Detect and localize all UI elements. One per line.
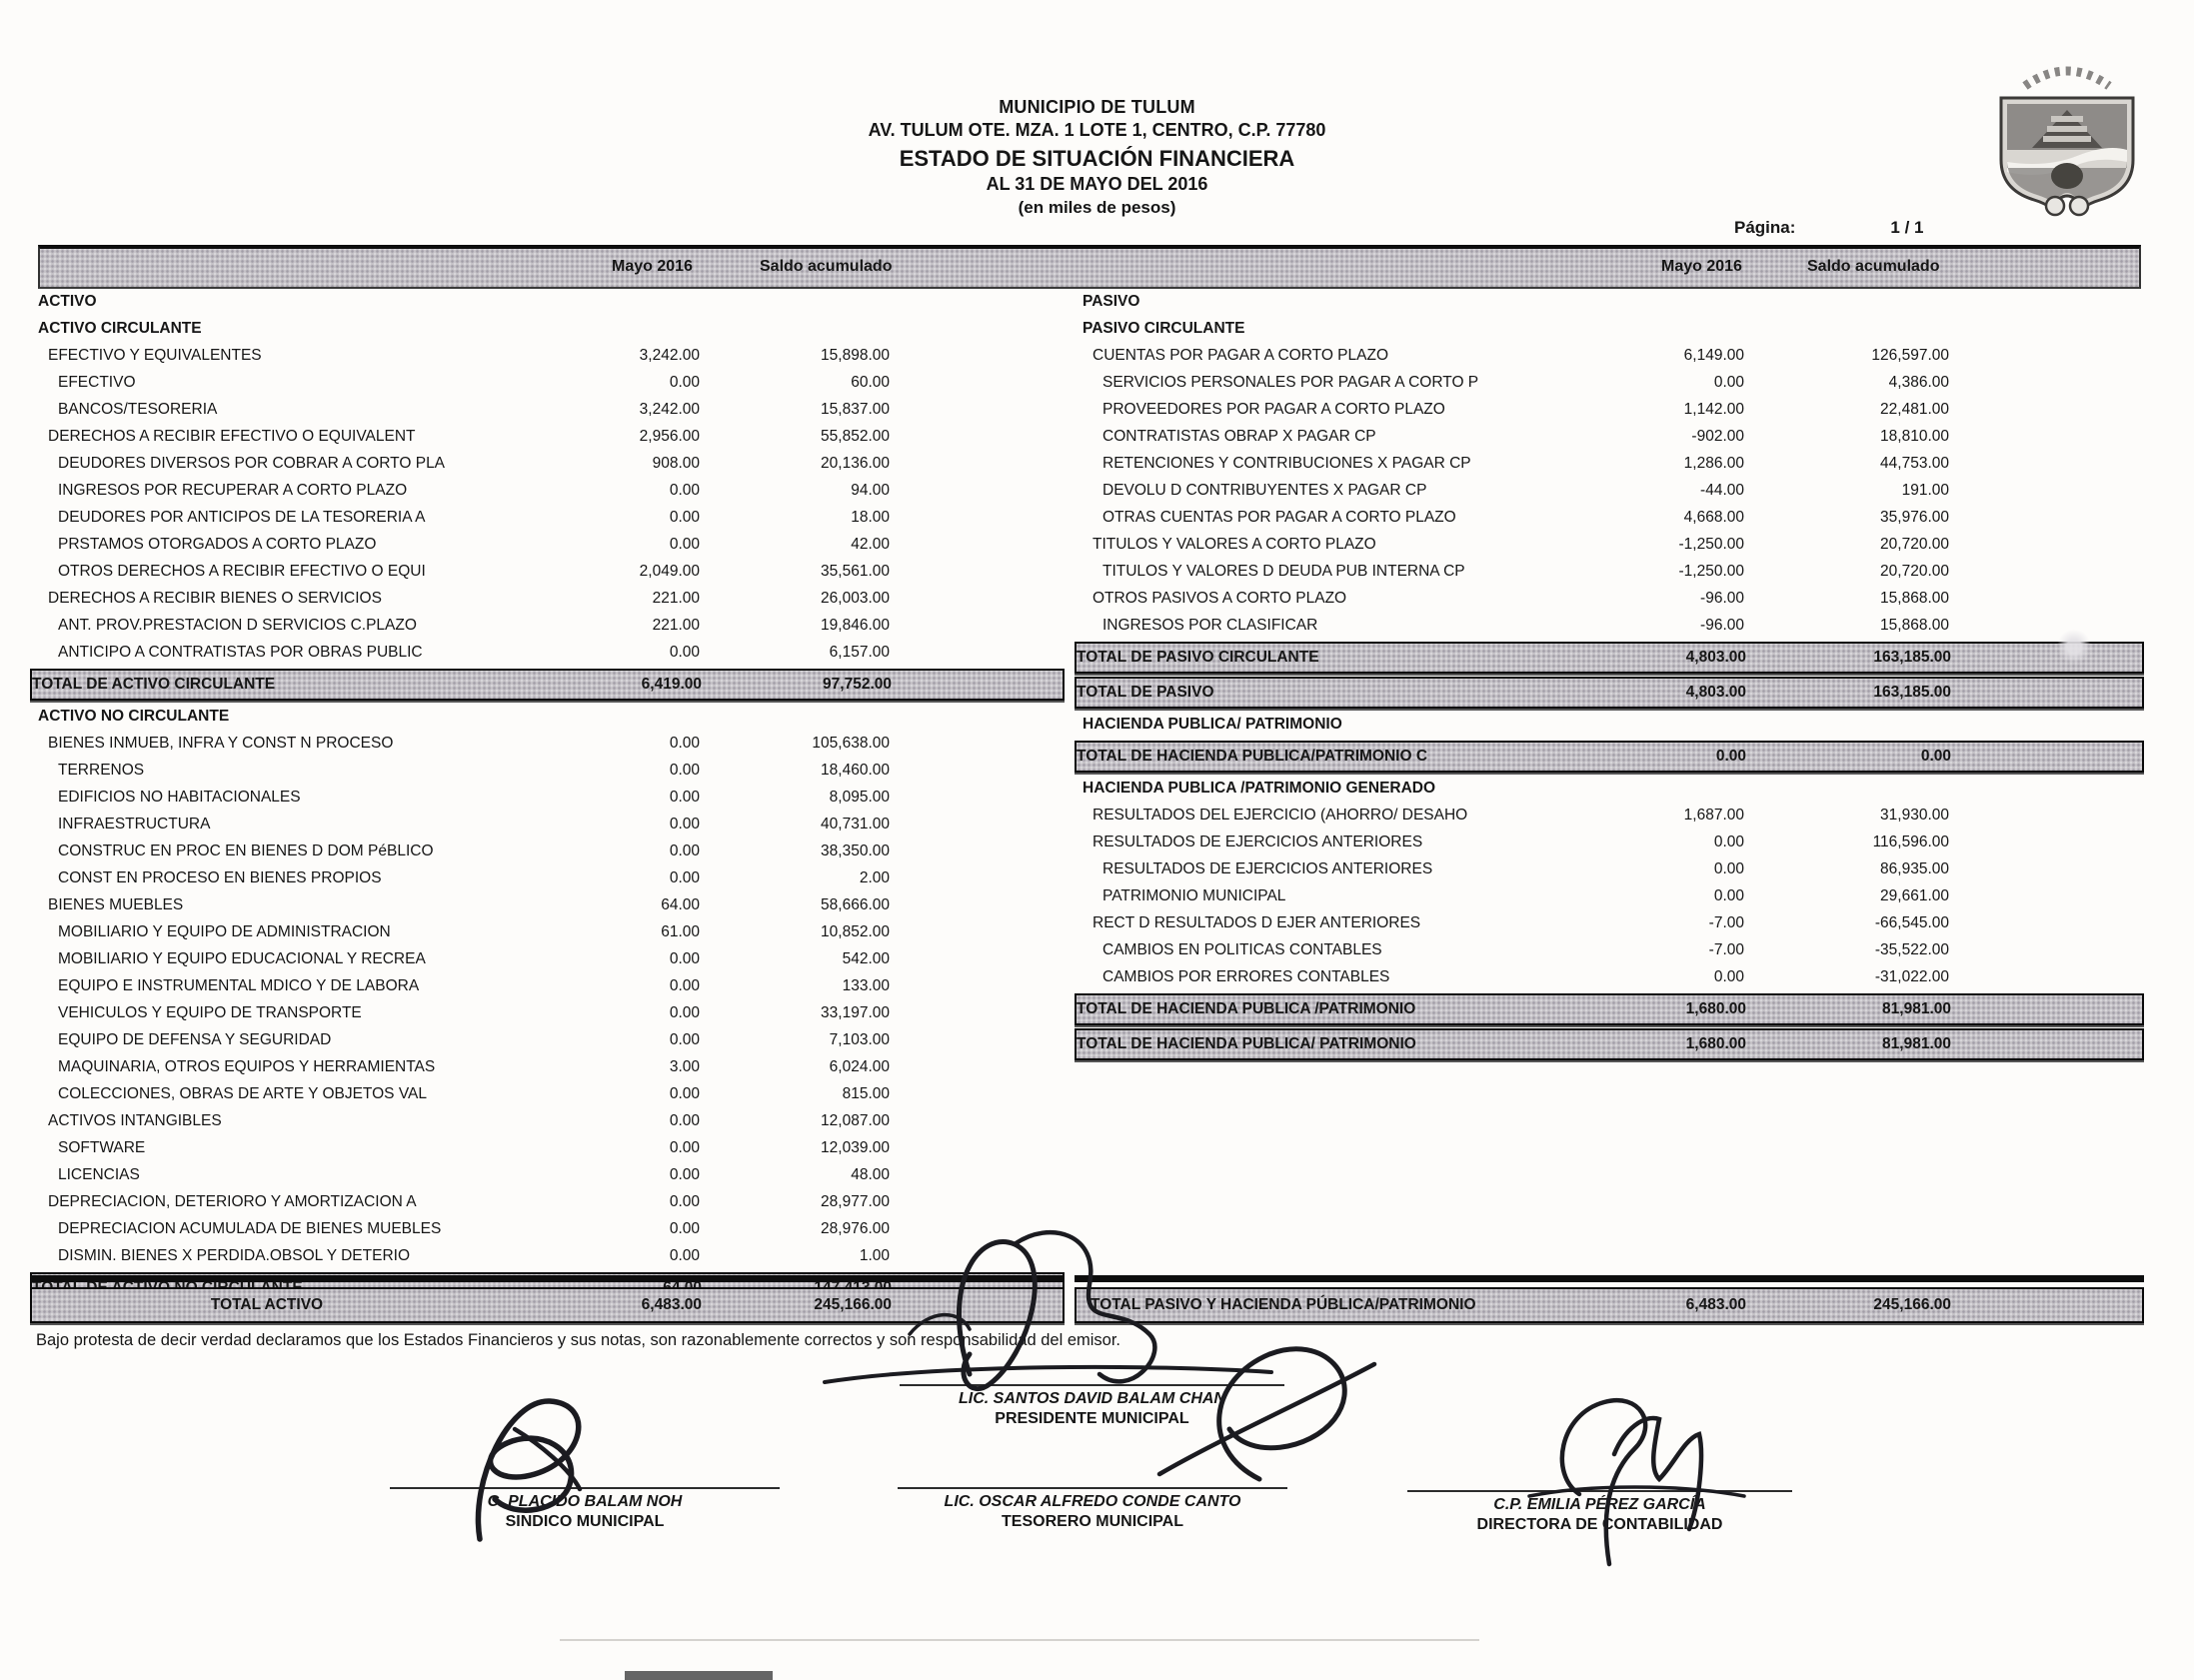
row-label: CONST EN PROCESO EN BIENES PROPIOS	[58, 868, 382, 886]
row-label: PRSTAMOS OTORGADOS A CORTO PLAZO	[58, 535, 377, 553]
row-value-saldo: 12,087.00	[821, 1111, 890, 1129]
row-value-mayo: 0.00	[669, 734, 700, 752]
row-value-saldo: 38,350.00	[821, 841, 890, 859]
row-label: OTRAS CUENTAS POR PAGAR A CORTO PLAZO	[1102, 508, 1456, 526]
row-label: TITULOS Y VALORES D DEUDA PUB INTERNA CP	[1102, 562, 1465, 580]
row-label: TOTAL DE HACIENDA PUBLICA/ PATRIMONIO	[1077, 1035, 1416, 1052]
row-label: DEVOLU D CONTRIBUYENTES X PAGAR CP	[1102, 481, 1427, 499]
table-row	[30, 945, 1065, 972]
row-label: RESULTADOS DE EJERCICIOS ANTERIORES	[1093, 833, 1423, 850]
row-label: TOTAL DE ACTIVO CIRCULANTE	[32, 676, 276, 693]
table-row	[30, 1053, 1065, 1080]
signature-block-directora	[1407, 1490, 1792, 1535]
row-value-saldo: 191.00	[1901, 481, 1949, 499]
row-value-saldo: 20,720.00	[1880, 562, 1949, 580]
row-value-mayo: 0.00	[669, 1219, 700, 1237]
table-row	[30, 342, 1065, 369]
row-value-mayo: -1,250.00	[1678, 535, 1744, 553]
row-label: DEPRECIACION ACUMULADA DE BIENES MUEBLES	[58, 1219, 442, 1237]
row-value-mayo: 64.00	[661, 895, 700, 913]
row-value-mayo: 1,142.00	[1683, 400, 1744, 418]
table-row	[1075, 585, 2144, 612]
signature-line	[390, 1487, 780, 1489]
grand-total-saldo: 245,166.00	[814, 1296, 892, 1313]
row-label: OTROS DERECHOS A RECIBIR EFECTIVO O EQUI	[58, 562, 426, 580]
scan-artifact-circle	[2057, 630, 2091, 664]
table-row	[30, 730, 1065, 757]
table-row	[30, 1026, 1065, 1053]
row-label: TOTAL DE PASIVO	[1077, 684, 1214, 701]
table-row	[30, 585, 1065, 612]
row-value-saldo: 48.00	[851, 1165, 890, 1183]
row-value-saldo: 2.00	[859, 868, 890, 886]
table-row	[1075, 531, 2144, 558]
table-row	[30, 811, 1065, 838]
table-row	[30, 838, 1065, 864]
document-header	[0, 96, 2194, 219]
signature-block-tesorero	[898, 1487, 1287, 1532]
row-label: DERECHOS A RECIBIR BIENES O SERVICIOS	[48, 589, 382, 607]
row-value-mayo: 0.00	[669, 841, 700, 859]
row-label: RESULTADOS DE EJERCICIOS ANTERIORES	[1102, 859, 1433, 877]
row-value-saldo: 116,596.00	[1872, 833, 1949, 850]
row-label: DEUDORES POR ANTICIPOS DE LA TESORERIA A	[58, 508, 426, 526]
row-value-mayo: 4,668.00	[1683, 508, 1744, 526]
signatory-title: DIRECTORA DE CONTABILIDAD	[1476, 1516, 1723, 1533]
row-value-mayo: 0.00	[669, 788, 700, 806]
row-label: TOTAL DE HACIENDA PUBLICA /PATRIMONIO	[1077, 1000, 1416, 1017]
table-row	[30, 504, 1065, 531]
row-value-saldo: 8,095.00	[829, 788, 890, 806]
row-label: RESULTADOS DEL EJERCICIO (AHORRO/ DESAHO	[1093, 806, 1468, 824]
row-value-saldo: 20,720.00	[1880, 535, 1949, 553]
row-label: INGRESOS POR CLASIFICAR	[1102, 616, 1318, 634]
row-value-saldo: -35,522.00	[1874, 940, 1949, 958]
activo-table	[30, 288, 1065, 1306]
row-label: OTROS PASIVOS A CORTO PLAZO	[1093, 589, 1347, 607]
col-saldo-left: Saldo acumulado	[760, 258, 893, 275]
row-label: RECT D RESULTADOS D EJER ANTERIORES	[1093, 913, 1421, 931]
row-label: INFRAESTRUCTURA	[58, 815, 211, 833]
row-label: SERVICIOS PERSONALES POR PAGAR A CORTO P	[1102, 373, 1479, 391]
row-value-mayo: 908.00	[652, 454, 700, 472]
table-row	[30, 1134, 1065, 1161]
row-value-mayo: 221.00	[652, 589, 700, 607]
row-label: HACIENDA PUBLICA/ PATRIMONIO	[1083, 715, 1342, 733]
signatory-name: LIC. OSCAR ALFREDO CONDE CANTO	[944, 1493, 1241, 1510]
row-value-mayo: 0.00	[669, 643, 700, 661]
table-row	[30, 396, 1065, 423]
row-value-mayo: 6,419.00	[641, 676, 702, 693]
row-label: PROVEEDORES POR PAGAR A CORTO PLAZO	[1102, 400, 1445, 418]
row-label: CAMBIOS POR ERRORES CONTABLES	[1102, 967, 1390, 985]
table-row	[1075, 450, 2144, 477]
row-value-saldo: 6,157.00	[829, 643, 890, 661]
row-value-mayo: 0.00	[1713, 859, 1744, 877]
row-value-saldo: 28,976.00	[821, 1219, 890, 1237]
signatory-name: C. PLACIDO BALAM NOH	[487, 1493, 683, 1510]
row-value-saldo: 55,852.00	[821, 427, 890, 445]
column-header-bar	[38, 245, 2141, 289]
table-row	[1075, 477, 2144, 504]
table-row	[1075, 504, 2144, 531]
row-value-saldo: 97,752.00	[823, 676, 892, 693]
row-label: DISMIN. BIENES X PERDIDA.OBSOL Y DETERIO	[58, 1246, 410, 1264]
row-label: DERECHOS A RECIBIR EFECTIVO O EQUIVALENT	[48, 427, 416, 445]
row-value-saldo: 35,976.00	[1880, 508, 1949, 526]
row-value-saldo: 7,103.00	[829, 1030, 890, 1048]
row-value-saldo: 18,810.00	[1880, 427, 1949, 445]
row-label: DEUDORES DIVERSOS POR COBRAR A CORTO PLA	[58, 454, 446, 472]
section-row	[1075, 315, 2144, 342]
row-label: TOTAL DE HACIENDA PUBLICA/PATRIMONIO C	[1077, 748, 1428, 765]
row-value-saldo: 22,481.00	[1880, 400, 1949, 418]
row-value-mayo: 0.00	[669, 508, 700, 526]
grand-total-mayo: 6,483.00	[1685, 1296, 1746, 1313]
row-value-mayo: 1,687.00	[1683, 806, 1744, 824]
total-row	[1075, 677, 2144, 709]
row-value-mayo: 6,149.00	[1683, 346, 1744, 364]
table-row	[30, 477, 1065, 504]
table-row	[30, 972, 1065, 999]
col-saldo-right: Saldo acumulado	[1807, 258, 1940, 275]
row-value-mayo: 4,803.00	[1685, 649, 1746, 666]
row-value-saldo: 15,837.00	[821, 400, 890, 418]
row-value-mayo: 0.00	[669, 1165, 700, 1183]
page-label: Página:	[1734, 218, 1796, 237]
municipality-address: AV. TULUM OTE. MZA. 1 LOTE 1, CENTRO, C.P. 77780	[868, 120, 1326, 141]
row-value-mayo: 0.00	[1713, 373, 1744, 391]
table-row	[1075, 558, 2144, 585]
row-value-mayo: 1,286.00	[1683, 454, 1744, 472]
row-value-mayo: 2,049.00	[639, 562, 700, 580]
grand-total-mayo: 6,483.00	[641, 1296, 702, 1313]
row-value-saldo: 0.00	[1920, 748, 1951, 765]
table-row	[30, 1215, 1065, 1242]
row-value-mayo: 61.00	[661, 922, 700, 940]
table-row	[30, 1242, 1065, 1269]
row-value-saldo: 86,935.00	[1880, 859, 1949, 877]
row-label: HACIENDA PUBLICA /PATRIMONIO GENERADO	[1083, 779, 1436, 797]
page-number	[1734, 218, 1924, 238]
row-value-mayo: 0.00	[669, 949, 700, 967]
table-row	[30, 1161, 1065, 1188]
table-row	[1075, 909, 2144, 936]
row-value-saldo: 42.00	[851, 535, 890, 553]
row-label: CONSTRUC EN PROC EN BIENES D DOM PéBLICO	[58, 841, 434, 859]
row-value-mayo: 0.00	[1715, 748, 1746, 765]
section-row	[1075, 288, 2144, 315]
row-value-mayo: 0.00	[669, 976, 700, 994]
row-value-mayo: 0.00	[1713, 833, 1744, 850]
grand-total-rule	[1075, 1275, 2144, 1282]
table-row	[30, 999, 1065, 1026]
row-value-mayo: -44.00	[1700, 481, 1744, 499]
row-value-saldo: 15,868.00	[1880, 589, 1949, 607]
grand-total-label: TOTAL PASIVO Y HACIENDA PÚBLICA/PATRIMONIO	[1091, 1296, 1476, 1313]
table-row	[30, 1107, 1065, 1134]
table-row	[1075, 882, 2144, 909]
row-value-mayo: 0.00	[669, 815, 700, 833]
row-value-mayo: 1,680.00	[1685, 1000, 1746, 1017]
total-row	[1075, 741, 2144, 773]
section-row	[30, 288, 1065, 315]
row-label: CONTRATISTAS OBRAP X PAGAR CP	[1102, 427, 1376, 445]
row-label: EQUIPO E INSTRUMENTAL MDICO Y DE LABORA	[58, 976, 420, 994]
row-label: ANT. PROV.PRESTACION D SERVICIOS C.PLAZO	[58, 616, 417, 634]
row-value-saldo: 44,753.00	[1880, 454, 1949, 472]
row-value-saldo: 163,185.00	[1873, 649, 1951, 666]
row-value-mayo: 0.00	[669, 1084, 700, 1102]
row-label: CAMBIOS EN POLITICAS CONTABLES	[1102, 940, 1382, 958]
row-value-saldo: 81,981.00	[1882, 1035, 1951, 1052]
row-label: TERRENOS	[58, 761, 145, 779]
row-value-saldo: 105,638.00	[812, 734, 890, 752]
row-value-mayo: 4,803.00	[1685, 684, 1746, 701]
table-row	[30, 423, 1065, 450]
row-value-saldo: 6,024.00	[829, 1057, 890, 1075]
table-row	[30, 784, 1065, 811]
row-value-saldo: 28,977.00	[821, 1192, 890, 1210]
row-value-saldo: 26,003.00	[821, 589, 890, 607]
row-value-mayo: 0.00	[669, 1030, 700, 1048]
grand-total-rule	[30, 1275, 1065, 1282]
row-value-saldo: 20,136.00	[821, 454, 890, 472]
table-row	[1075, 423, 2144, 450]
row-label: TITULOS Y VALORES A CORTO PLAZO	[1093, 535, 1376, 553]
table-row	[1075, 802, 2144, 829]
row-value-mayo: 0.00	[669, 1246, 700, 1264]
row-label: SOFTWARE	[58, 1138, 146, 1156]
row-value-mayo: -96.00	[1700, 589, 1744, 607]
row-value-saldo: 33,197.00	[821, 1003, 890, 1021]
row-value-saldo: 542.00	[842, 949, 890, 967]
row-label: LICENCIAS	[58, 1165, 140, 1183]
signatory-title: PRESIDENTE MUNICIPAL	[995, 1410, 1189, 1427]
total-row	[1075, 642, 2144, 674]
row-value-mayo: -7.00	[1708, 940, 1744, 958]
row-label: VEHICULOS Y EQUIPO DE TRANSPORTE	[58, 1003, 362, 1021]
row-label: INGRESOS POR RECUPERAR A CORTO PLAZO	[58, 481, 408, 499]
table-row	[30, 612, 1065, 639]
row-label: MOBILIARIO Y EQUIPO DE ADMINISTRACION	[58, 922, 391, 940]
table-row	[1075, 396, 2144, 423]
row-value-mayo: 0.00	[669, 481, 700, 499]
row-label: MOBILIARIO Y EQUIPO EDUCACIONAL Y RECREA	[58, 949, 426, 967]
signatory-name: LIC. SANTOS DAVID BALAM CHAN	[959, 1390, 1225, 1407]
signature-block-president	[900, 1384, 1284, 1429]
row-label: BIENES INMUEB, INFRA Y CONST N PROCESO	[48, 734, 394, 752]
row-value-saldo: 15,898.00	[821, 346, 890, 364]
row-label: DEPRECIACION, DETERIORO Y AMORTIZACION A	[48, 1192, 417, 1210]
row-label: ACTIVO	[38, 292, 97, 310]
row-value-saldo: 4,386.00	[1888, 373, 1949, 391]
units-note: (en miles de pesos)	[1018, 197, 1176, 217]
row-value-mayo: 0.00	[1713, 967, 1744, 985]
signatory-title: TESORERO MUNICIPAL	[1002, 1513, 1183, 1530]
table-row	[30, 757, 1065, 784]
table-row	[30, 369, 1065, 396]
row-value-mayo: 0.00	[1713, 886, 1744, 904]
row-value-mayo: 3.00	[669, 1057, 700, 1075]
total-row	[30, 669, 1065, 701]
table-row	[30, 1188, 1065, 1215]
col-mayo-right: Mayo 2016	[1661, 258, 1742, 275]
table-row	[30, 558, 1065, 585]
row-value-mayo: -902.00	[1691, 427, 1744, 445]
row-label: TOTAL DE PASIVO CIRCULANTE	[1077, 649, 1319, 666]
row-value-saldo: 31,930.00	[1880, 806, 1949, 824]
table-row	[1075, 369, 2144, 396]
grand-total-label: TOTAL ACTIVO	[210, 1296, 324, 1313]
signatory-title: SINDICO MUNICIPAL	[505, 1513, 665, 1530]
table-row	[30, 918, 1065, 945]
total-pasivo-hacienda-row	[1075, 1275, 2144, 1323]
table-row	[1075, 936, 2144, 963]
row-value-saldo: 94.00	[851, 481, 890, 499]
tulum-municipal-seal-icon	[1987, 64, 2147, 224]
table-row	[1075, 963, 2144, 990]
row-value-saldo: 40,731.00	[821, 815, 890, 833]
signature-line	[900, 1384, 1284, 1386]
row-value-saldo: 18.00	[851, 508, 890, 526]
row-value-mayo: -1,250.00	[1678, 562, 1744, 580]
row-label: EQUIPO DE DEFENSA Y SEGURIDAD	[58, 1030, 332, 1048]
grand-total-saldo: 245,166.00	[1873, 1296, 1951, 1313]
row-label: ACTIVO NO CIRCULANTE	[38, 707, 230, 725]
row-label: MAQUINARIA, OTROS EQUIPOS Y HERRAMIENTAS	[58, 1057, 436, 1075]
total-row	[1075, 1028, 2144, 1060]
directora-signature-ink-icon	[1519, 1384, 1749, 1569]
row-value-mayo: 221.00	[652, 616, 700, 634]
row-value-saldo: 163,185.00	[1873, 684, 1951, 701]
row-label: EFECTIVO Y EQUIVALENTES	[48, 346, 262, 364]
table-row	[30, 864, 1065, 891]
row-label: BIENES MUEBLES	[48, 895, 184, 913]
row-value-saldo: 18,460.00	[821, 761, 890, 779]
row-label: EDIFICIOS NO HABITACIONALES	[58, 788, 301, 806]
scan-artifact-line	[560, 1639, 1479, 1641]
signature-block-sindico	[390, 1487, 780, 1532]
row-value-saldo: -66,545.00	[1874, 913, 1949, 931]
table-row	[1075, 855, 2144, 882]
row-value-mayo: 3,242.00	[639, 346, 700, 364]
signature-line	[1407, 1490, 1792, 1492]
row-value-saldo: 10,852.00	[821, 922, 890, 940]
table-row	[30, 891, 1065, 918]
row-label: PASIVO CIRCULANTE	[1083, 319, 1245, 337]
row-label: RETENCIONES Y CONTRIBUCIONES X PAGAR CP	[1102, 454, 1471, 472]
section-row	[1075, 775, 2144, 802]
row-label: CUENTAS POR PAGAR A CORTO PLAZO	[1093, 346, 1389, 364]
row-value-mayo: 3,242.00	[639, 400, 700, 418]
row-label: PATRIMONIO MUNICIPAL	[1102, 886, 1286, 904]
row-value-mayo: 0.00	[669, 535, 700, 553]
row-value-saldo: 35,561.00	[821, 562, 890, 580]
scan-artifact-bar	[625, 1671, 773, 1680]
row-value-saldo: 133.00	[842, 976, 890, 994]
signatory-name: C.P. EMILIA PÉREZ GARCÍA	[1493, 1496, 1706, 1513]
col-mayo-left: Mayo 2016	[612, 258, 693, 275]
row-label: BANCOS/TESORERIA	[58, 400, 218, 418]
row-value-mayo: 1,680.00	[1685, 1035, 1746, 1052]
section-row	[1075, 711, 2144, 738]
row-value-mayo: 0.00	[669, 1111, 700, 1129]
row-value-mayo: 0.00	[669, 761, 700, 779]
table-row	[30, 1080, 1065, 1107]
row-label: ACTIVO CIRCULANTE	[38, 319, 202, 337]
table-row	[30, 531, 1065, 558]
municipality-name: MUNICIPIO DE TULUM	[999, 97, 1195, 117]
row-value-saldo: 29,661.00	[1880, 886, 1949, 904]
pasivo-table	[1075, 288, 2144, 1062]
row-value-saldo: 126,597.00	[1871, 346, 1949, 364]
section-row	[30, 703, 1065, 730]
row-value-saldo: 1.00	[859, 1246, 890, 1264]
page-value: 1 / 1	[1890, 218, 1924, 237]
statement-date: AL 31 DE MAYO DEL 2016	[986, 174, 1208, 195]
row-label: ACTIVOS INTANGIBLES	[48, 1111, 222, 1129]
row-label: COLECCIONES, OBRAS DE ARTE Y OBJETOS VAL	[58, 1084, 427, 1102]
table-row	[30, 450, 1065, 477]
row-value-saldo: 12,039.00	[821, 1138, 890, 1156]
table-row	[30, 639, 1065, 666]
row-value-mayo: -7.00	[1708, 913, 1744, 931]
table-row	[1075, 612, 2144, 639]
table-row	[1075, 829, 2144, 855]
row-value-saldo: 15,868.00	[1880, 616, 1949, 634]
row-value-saldo: 815.00	[842, 1084, 890, 1102]
row-value-saldo: 60.00	[851, 373, 890, 391]
total-activo-row	[30, 1275, 1065, 1323]
declaration-text: Bajo protesta de decir verdad declaramos que los Estados Financieros y sus notas, son razonablemente correctos y son responsabilidad del emisor.	[36, 1331, 1121, 1349]
row-value-mayo: 2,956.00	[639, 427, 700, 445]
row-value-mayo: -96.00	[1700, 616, 1744, 634]
row-value-mayo: 0.00	[669, 1003, 700, 1021]
row-value-saldo: 19,846.00	[821, 616, 890, 634]
row-value-mayo: 0.00	[669, 1192, 700, 1210]
section-row	[30, 315, 1065, 342]
table-row	[1075, 342, 2144, 369]
row-label: PASIVO	[1083, 292, 1140, 310]
row-value-mayo: 0.00	[669, 1138, 700, 1156]
row-label: EFECTIVO	[58, 373, 136, 391]
row-value-saldo: -31,022.00	[1874, 967, 1949, 985]
row-value-saldo: 81,981.00	[1882, 1000, 1951, 1017]
row-label: ANTICIPO A CONTRATISTAS POR OBRAS PUBLIC	[58, 643, 423, 661]
row-value-saldo: 58,666.00	[821, 895, 890, 913]
total-row	[1075, 993, 2144, 1025]
document-title: ESTADO DE SITUACIÓN FINANCIERA	[899, 145, 1295, 171]
row-value-mayo: 0.00	[669, 373, 700, 391]
row-value-mayo: 0.00	[669, 868, 700, 886]
signature-line	[898, 1487, 1287, 1489]
